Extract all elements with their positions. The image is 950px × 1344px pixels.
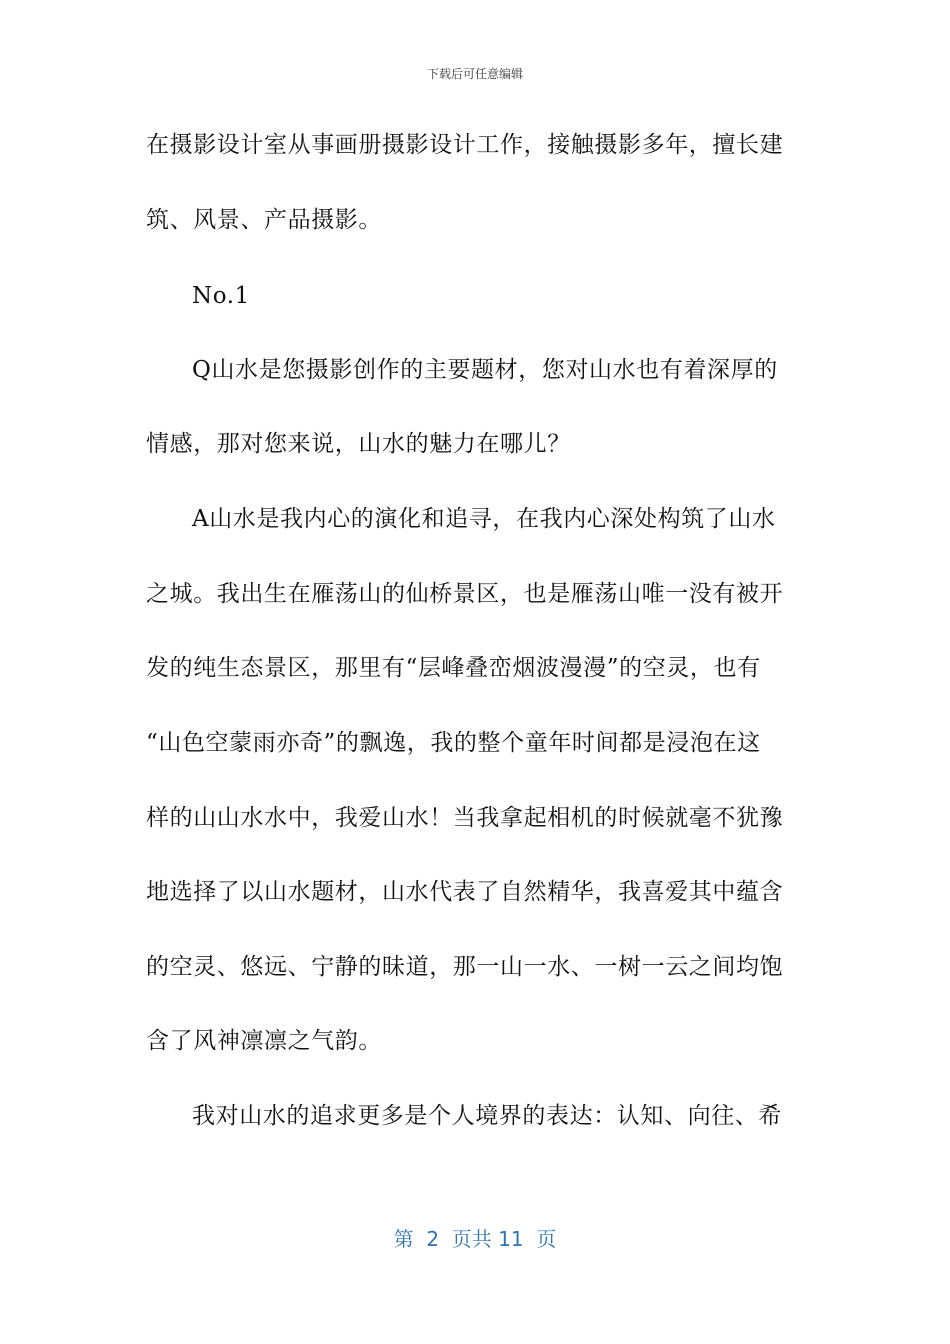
text-line: 筑、风景、产品摄影。 bbox=[146, 207, 382, 233]
text-line: 样的山山水水中，我爱山水！当我拿起相机的时候就毫不犹豫 bbox=[146, 805, 784, 831]
text-line: 之城。我出生在雁荡山的仙桥景区，也是雁荡山唯一没有被开 bbox=[146, 581, 784, 607]
answer-paragraph: A山水是我内心的演化和追寻，在我内心深处构筑了山水 bbox=[192, 506, 776, 532]
page-number-footer: 第 2 页共 11 页 bbox=[393, 1227, 557, 1251]
text-line: 地选择了以山水题材，山水代表了自然精华，我喜爱其中蕴含 bbox=[146, 879, 784, 905]
page-header: 下载后可任意编辑 bbox=[426, 67, 523, 81]
text-line: 发的纯生态景区，那里有“层峰叠峦烟波漫漫”的空灵，也有 bbox=[146, 655, 761, 681]
text-line: 的空灵、悠远、宁静的昧道，那一山一水、一树一云之间均饱 bbox=[146, 954, 784, 980]
text-line: 含了风神凛凛之气韵。 bbox=[146, 1028, 382, 1054]
section-number: No.1 bbox=[192, 283, 250, 309]
text-line: 情感，那对您来说，山水的魅力在哪儿？ bbox=[146, 431, 571, 457]
text-line: 在摄影设计室从事画册摄影设计工作，接触摄影多年，擅长建 bbox=[146, 132, 784, 158]
text-line: “山色空蒙雨亦奇”的飘逸，我的整个童年时间都是浸泡在这 bbox=[146, 730, 761, 756]
text-paragraph: 我对山水的追求更多是个人境界的表达：认知、向往、希 bbox=[192, 1103, 782, 1129]
question-paragraph: Q山水是您摄影创作的主要题材，您对山水也有着深厚的 bbox=[192, 357, 778, 383]
